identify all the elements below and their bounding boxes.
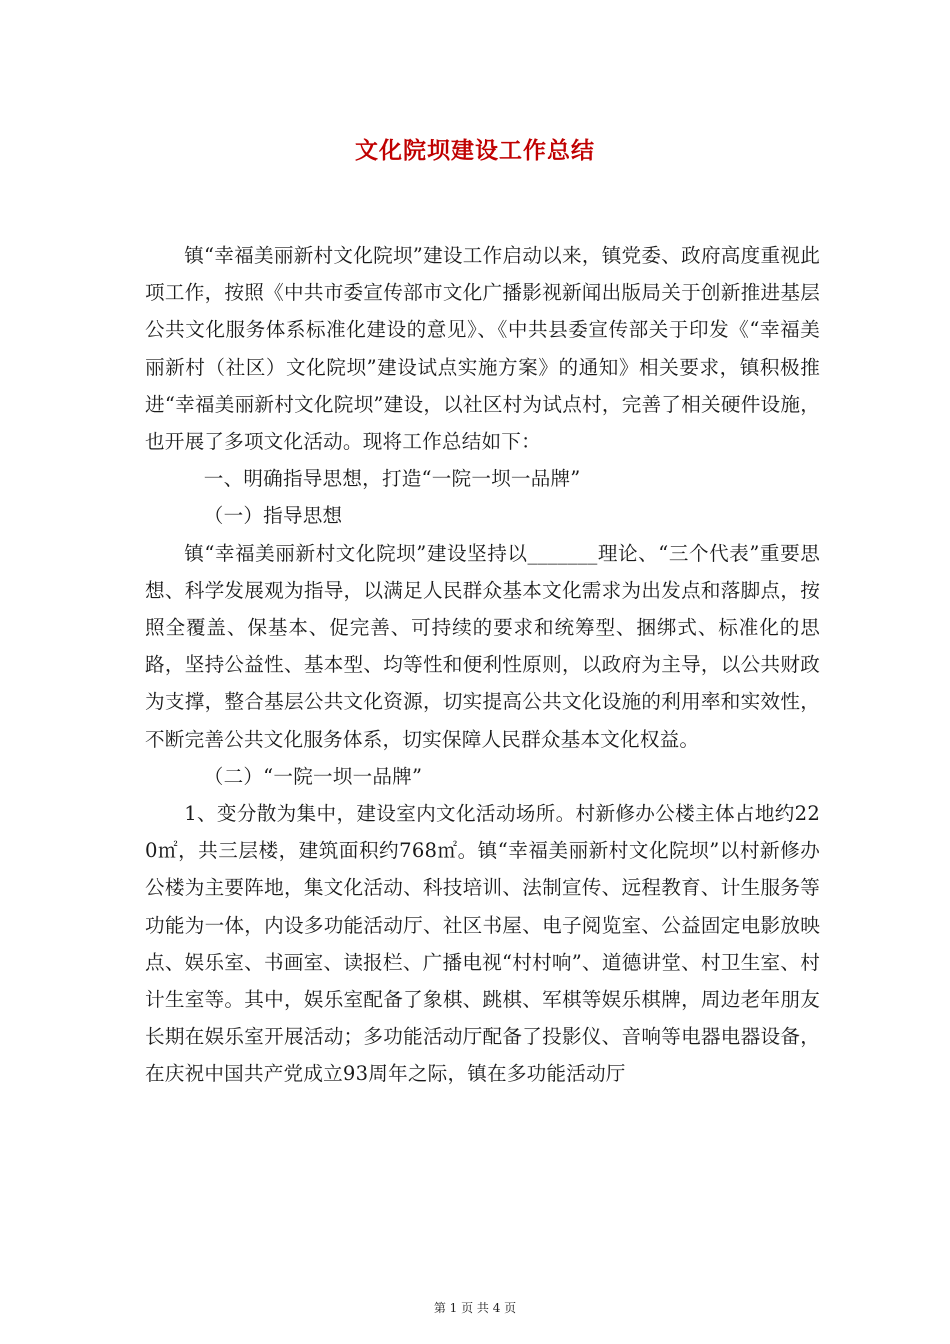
document-title: 文化院坝建设工作总结 xyxy=(355,138,595,164)
facilities-paragraph: 1、变分散为集中，建设室内文化活动场所。村新修办公楼主体占地约220㎡，共三层楼，建筑面积约768㎡。镇“幸福美丽新村文化院坝”以村新修办公楼为主要阵地，集文化活动、科技培训、法制宣传、远程教育、计生服务等功能为一体，内设多功能活动厅、社区书屋、电子阅览室、公益固定电影放映点、娱乐室、书画室、读报栏、广播电视“村村响”、道德讲堂、村卫生室、村计生室等。其中，娱乐室配备了象棋、跳棋、军棋等娱乐棋牌，周边老年朋友长期在娱乐室开展活动；多功能活动厅配备了投影仪、音响等电器电器设备，在庆祝中国共产党成立93周年之际，镇在多功能活动厅 xyxy=(145,802,820,1086)
guiding-thought-paragraph: 镇“幸福美丽新村文化院坝”建设坚持以_______理论、“三个代表”重要思想、科学发展观为指导，以满足人民群众基本文化需求为出发点和落脚点，按照全覆盖、保基本、促完善、可持续的要求和统筹型、捆绑式、标准化的思路，坚持公益性、基本型、均等性和便利性原则，以政府为主导，以公共财政为支撑，整合基层公共文化资源，切实提高公共文化设施的利用率和实效性，不断完善公共文化服务体系，切实保障人民群众基本文化权益。 xyxy=(145,541,820,751)
intro-paragraph: 镇“幸福美丽新村文化院坝”建设工作启动以来，镇党委、政府高度重视此项工作，按照《中共市委宣传部市文化广播影视新闻出版局关于创新推进基层公共文化服务体系标准化建设的意见》、《中共县委宣传部关于印发《“幸福美丽新村（社区）文化院坝”建设试点实施方案》的通知》相关要求，镇积极推进“幸福美丽新村文化院坝”建设，以社区村为试点村，完善了相关硬件设施，也开展了多项文化活动。现将工作总结如下： xyxy=(145,244,820,454)
document-body xyxy=(145,237,820,1093)
subsection-heading-2: （二）“一院一坝一品牌” xyxy=(203,764,423,788)
section-heading-1: 一、明确指导思想，打造“一院一坝一品牌” xyxy=(203,467,581,491)
subsection-heading-1: （一）指导思想 xyxy=(203,504,343,528)
page-number: 第 1 页 共 4 页 xyxy=(433,1301,517,1315)
